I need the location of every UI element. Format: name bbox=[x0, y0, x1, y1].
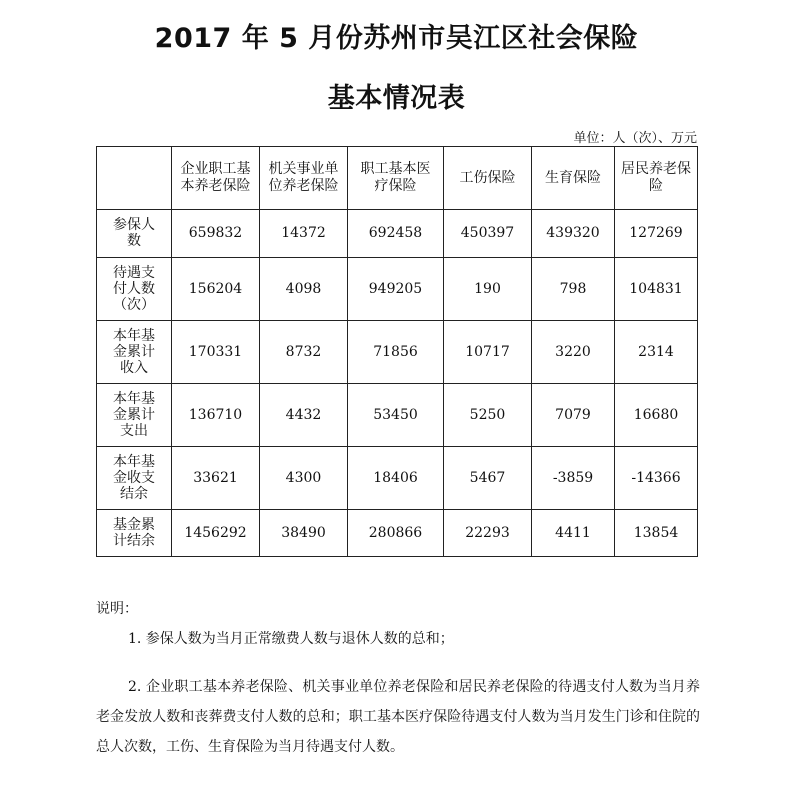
page-subtitle: 基本情况表 bbox=[327, 83, 466, 114]
table-cell: 53450 bbox=[348, 384, 444, 447]
column-header: 企业职工基本养老保险 bbox=[172, 147, 260, 210]
table-cell: 3220 bbox=[532, 321, 615, 384]
table-cell: 16680 bbox=[615, 384, 698, 447]
table-row bbox=[97, 210, 698, 258]
table-cell: 14372 bbox=[260, 210, 348, 258]
column-header: 职工基本医疗保险 bbox=[348, 147, 444, 210]
table-cell: 8732 bbox=[260, 321, 348, 384]
row-header: 基金累计结余 bbox=[97, 510, 172, 557]
table-cell: 104831 bbox=[615, 258, 698, 321]
header-row bbox=[97, 147, 698, 210]
table-cell: 1456292 bbox=[172, 510, 260, 557]
table-cell: 38490 bbox=[260, 510, 348, 557]
table-row bbox=[97, 384, 698, 447]
table-cell: 692458 bbox=[348, 210, 444, 258]
table-cell: 5467 bbox=[444, 447, 532, 510]
notes-heading: 说明： bbox=[96, 601, 138, 617]
page-title: 2017 年 5 月份苏州市吴江区社会保险 bbox=[154, 23, 639, 54]
table-cell: 190 bbox=[444, 258, 532, 321]
table-cell: 33621 bbox=[172, 447, 260, 510]
table-cell: 450397 bbox=[444, 210, 532, 258]
table-cell: 949205 bbox=[348, 258, 444, 321]
table-cell: 156204 bbox=[172, 258, 260, 321]
column-header: 机关事业单位养老保险 bbox=[260, 147, 348, 210]
table-cell: -3859 bbox=[532, 447, 615, 510]
table-cell: 18406 bbox=[348, 447, 444, 510]
table-cell: 4432 bbox=[260, 384, 348, 447]
column-header: 工伤保险 bbox=[444, 147, 532, 210]
row-header: 本年基金累计收入 bbox=[97, 321, 172, 384]
table-cell: 4098 bbox=[260, 258, 348, 321]
table-cell: 4300 bbox=[260, 447, 348, 510]
table-cell: 13854 bbox=[615, 510, 698, 557]
row-header: 参保人数 bbox=[97, 210, 172, 258]
table-cell: 71856 bbox=[348, 321, 444, 384]
unit-label: 单位：人（次）、万元 bbox=[573, 131, 697, 146]
row-header: 本年基金累计支出 bbox=[97, 384, 172, 447]
table-row bbox=[97, 447, 698, 510]
table-cell: 10717 bbox=[444, 321, 532, 384]
table-cell: 2314 bbox=[615, 321, 698, 384]
table-cell: 7079 bbox=[532, 384, 615, 447]
table-cell: 4411 bbox=[532, 510, 615, 557]
column-header: 居民养老保险 bbox=[615, 147, 698, 210]
table-row bbox=[97, 258, 698, 321]
table-cell: 5250 bbox=[444, 384, 532, 447]
note-item-2: 2. 企业职工基本养老保险、机关事业单位养老保险和居民养老保险的待遇支付人数为当月养老金发放人数和丧葬费支付人数的总和；职工基本医疗保险待遇支付人数为当月发生门诊和住院的总人次数，工伤、生育保险为当月待遇支付人数。 bbox=[96, 679, 700, 755]
note-item-1: 1. 参保人数为当月正常缴费人数与退休人数的总和； bbox=[128, 631, 454, 647]
table-cell: 22293 bbox=[444, 510, 532, 557]
table-cell: 659832 bbox=[172, 210, 260, 258]
column-header: 生育保险 bbox=[532, 147, 615, 210]
row-header: 本年基金收支结余 bbox=[97, 447, 172, 510]
table-row bbox=[97, 510, 698, 557]
insurance-table bbox=[96, 146, 698, 557]
row-header: 待遇支付人数（次） bbox=[97, 258, 172, 321]
table-cell: -14366 bbox=[615, 447, 698, 510]
table-cell: 127269 bbox=[615, 210, 698, 258]
table-cell: 798 bbox=[532, 258, 615, 321]
table-cell: 439320 bbox=[532, 210, 615, 258]
table-cell: 280866 bbox=[348, 510, 444, 557]
table-cell: 136710 bbox=[172, 384, 260, 447]
corner-cell bbox=[97, 147, 172, 210]
table-row bbox=[97, 321, 698, 384]
table-cell: 170331 bbox=[172, 321, 260, 384]
